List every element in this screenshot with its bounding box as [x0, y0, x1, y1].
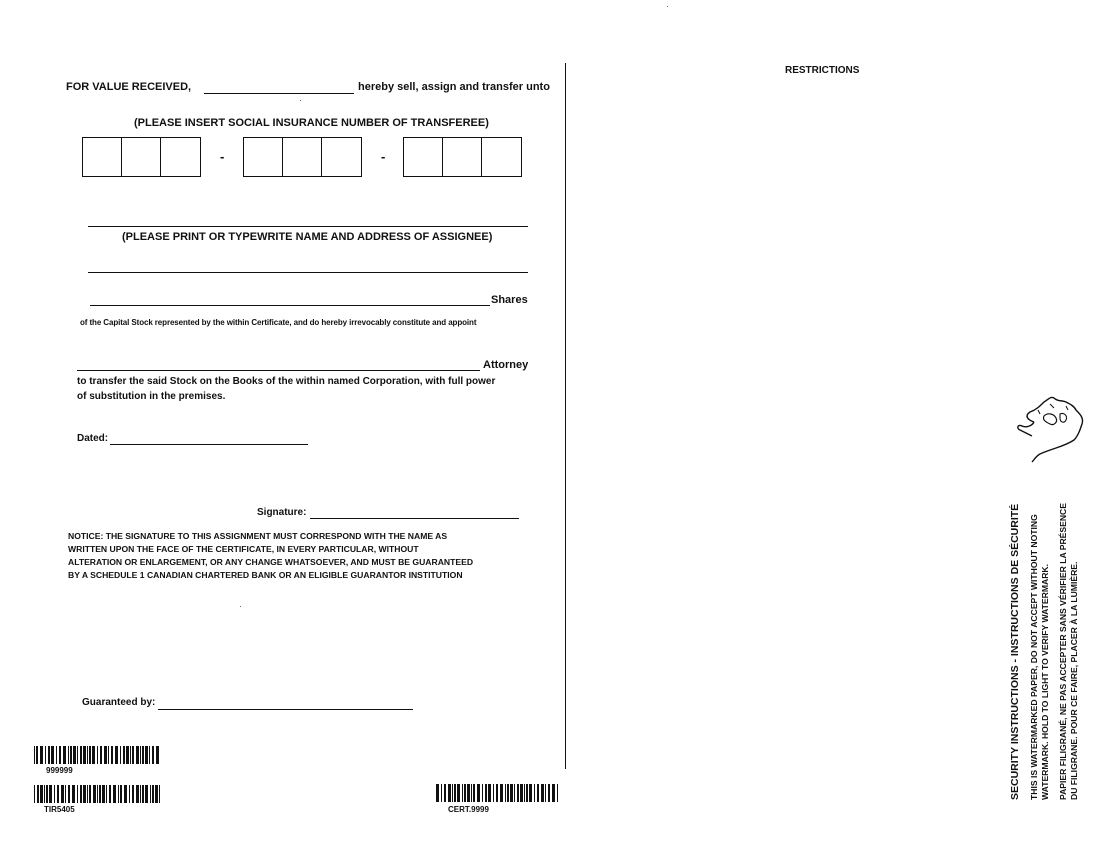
notice-line: NOTICE: THE SIGNATURE TO THIS ASSIGNMENT MUST CORRESPOND WITH THE NAME AS [68, 531, 448, 541]
security-title: SECURITY INSTRUCTIONS - INSTRUCTIONS DE SÉCURITÉ [1009, 503, 1021, 800]
barcode-bar [83, 746, 86, 764]
barcode-tir5405-icon [34, 785, 160, 803]
barcode-bar [72, 785, 75, 803]
barcode-bar [488, 784, 491, 802]
sin-group-1[interactable] [82, 137, 201, 177]
sin-digit-box[interactable] [244, 138, 283, 176]
barcode-bar [505, 784, 506, 802]
barcode-bar [46, 785, 48, 803]
barcode-bar [77, 785, 78, 803]
barcode-bar [93, 785, 96, 803]
barcode-bar [80, 785, 82, 803]
barcode-bar [120, 785, 122, 803]
guaranteed-by-label: Guaranteed by: [82, 697, 156, 708]
barcode-bar [136, 746, 139, 764]
barcode-bar [482, 784, 483, 802]
barcode-bar [145, 785, 148, 803]
barcode-bar [140, 785, 141, 803]
barcode-bar [534, 784, 535, 802]
barcode-bar [61, 785, 64, 803]
barcode-999999-icon [34, 746, 160, 764]
barcode-bar [80, 746, 82, 764]
barcode-bar [485, 784, 487, 802]
barcode-bar [123, 746, 125, 764]
barcode-bar [115, 746, 118, 764]
barcode-bar [48, 746, 50, 764]
sin-group-2[interactable] [243, 137, 362, 177]
barcode-bar [130, 746, 131, 764]
barcode-bar [541, 784, 544, 802]
barcode-bar [34, 746, 35, 764]
barcode-bar [496, 784, 498, 802]
barcode-bar [150, 785, 151, 803]
barcode-bar [87, 746, 88, 764]
for-value-received-label: FOR VALUE RECEIVED, [66, 81, 192, 93]
barcode-bar [441, 784, 442, 802]
barcode-bar [54, 785, 55, 803]
sin-digit-box[interactable] [443, 138, 482, 176]
barcode-bar [149, 746, 150, 764]
barcode-bar [124, 785, 127, 803]
barcode-bar [537, 784, 539, 802]
barcode-bar [36, 746, 38, 764]
barcode-bar [73, 746, 76, 764]
guaranteed-by-line[interactable] [158, 709, 413, 710]
notice-line: WRITTEN UPON THE FACE OF THE CERTIFICATE, IN EVERY PARTICULAR, WITHOUT [68, 544, 419, 554]
barcode-bar [97, 785, 98, 803]
barcode-bar [65, 785, 66, 803]
barcode-bar [49, 785, 52, 803]
barcode-bar [156, 746, 159, 764]
barcode-bar [77, 746, 78, 764]
barcode-bar [457, 784, 460, 802]
security-french-2: DU FILIGRANE. POUR CE FAIRE, PLACER À LA LUMIÈRE. [1069, 561, 1079, 800]
assignee-address-line[interactable] [88, 272, 528, 273]
sin-dash: - [381, 149, 386, 164]
barcode-code-3: CERT.9999 [448, 805, 489, 814]
sin-instruction: (PLEASE INSERT SOCIAL INSURANCE NUMBER OF TRANSFEREE) [134, 117, 489, 129]
barcode-bar [136, 785, 139, 803]
barcode-bar [40, 746, 43, 764]
barcode-bar [552, 784, 555, 802]
shares-label: Shares [491, 294, 528, 306]
barcode-bar [464, 784, 466, 802]
barcode-bar [89, 746, 91, 764]
barcode-bar [142, 746, 144, 764]
sin-digit-box[interactable] [122, 138, 161, 176]
barcode-bar [109, 785, 111, 803]
barcode-bar [63, 746, 66, 764]
hereby-transfer-label: hereby sell, assign and transfer unto [358, 81, 550, 93]
assignee-name-line[interactable] [88, 226, 528, 227]
barcode-bar [45, 746, 46, 764]
barcode-bar [545, 784, 546, 802]
attorney-label: Attorney [483, 359, 529, 371]
barcode-bar [436, 784, 439, 802]
transfer-text-1: to transfer the said Stock on the Books of the within named Corporation, with full power [77, 376, 496, 387]
barcode-bar [68, 785, 70, 803]
barcode-bar [444, 784, 446, 802]
barcode-bar [152, 785, 154, 803]
sin-digit-box[interactable] [283, 138, 322, 176]
notice-block [68, 530, 473, 582]
barcode-bar [37, 785, 39, 803]
security-french-1: PAPIER FILIGRANÉ, NE PAS ACCEPTER SANS VÉRIFIER LA PRÉSENCE [1058, 503, 1068, 800]
barcode-bar [126, 746, 129, 764]
name-instruction: (PLEASE PRINT OR TYPEWRITE NAME AND ADDRESS OF ASSIGNEE) [122, 231, 493, 243]
barcode-bar [452, 784, 453, 802]
barcode-bar [40, 785, 43, 803]
barcode-bar [111, 746, 113, 764]
notice-line: ALTERATION OR ENLARGEMENT, OR ANY CHANGE WHATSOEVER, AND MUST BE GUARANTEED [68, 557, 474, 567]
barcode-bar [152, 746, 154, 764]
barcode-bar [493, 784, 494, 802]
barcode-bar [68, 746, 69, 764]
sin-digit-box[interactable] [161, 138, 200, 176]
sin-group-3[interactable] [403, 137, 522, 177]
barcode-bar [108, 746, 109, 764]
barcode-bar [100, 746, 102, 764]
barcode-bar [524, 784, 525, 802]
barcode-bar [102, 785, 105, 803]
barcode-bar [140, 746, 141, 764]
sin-digit-box[interactable] [482, 138, 521, 176]
barcode-bar [155, 785, 158, 803]
barcode-bar [477, 784, 480, 802]
barcode-bar [51, 746, 54, 764]
notice-line: BY A SCHEDULE 1 CANADIAN CHARTERED BANK OR AN ELIGIBLE GUARANTOR INSTITUTION [68, 570, 463, 580]
barcode-bar [113, 785, 116, 803]
barcode-bar [89, 785, 91, 803]
barcode-bar [44, 785, 45, 803]
attorney-line[interactable] [77, 370, 480, 371]
sin-digit-box[interactable] [322, 138, 361, 176]
sin-dash: - [220, 149, 225, 164]
canada-map-icon [1010, 392, 1088, 466]
barcode-bar [87, 785, 88, 803]
security-instructions [1010, 480, 1090, 800]
barcode-bar [70, 746, 72, 764]
barcode-bar [520, 784, 523, 802]
barcode-bar [106, 785, 107, 803]
speck [240, 606, 241, 607]
barcode-code-1: 999999 [46, 766, 73, 775]
barcode-bar [500, 784, 503, 802]
signature-label: Signature: [257, 507, 307, 518]
barcode-bar [454, 784, 456, 802]
shares-line[interactable] [90, 305, 490, 306]
barcode-cert-icon [436, 784, 560, 802]
barcode-bar [57, 785, 59, 803]
barcode-bar [120, 746, 121, 764]
barcode-bar [557, 784, 558, 802]
barcode-bar [83, 785, 86, 803]
barcode-bar [517, 784, 519, 802]
security-english-1: THIS IS WATERMARKED PAPER, DO NOT ACCEPT WITHOUT NOTING [1029, 514, 1039, 800]
speck [667, 6, 668, 7]
barcode-bar [159, 785, 160, 803]
dated-label: Dated: [77, 433, 109, 444]
barcode-bar [132, 746, 134, 764]
speck [300, 100, 301, 101]
barcode-bar [132, 785, 134, 803]
barcode-bar [548, 784, 550, 802]
page-divider [565, 63, 566, 769]
barcode-bar [510, 784, 513, 802]
dated-line[interactable] [110, 444, 308, 445]
barcode-bar [99, 785, 101, 803]
barcode-code-2: TIR5405 [44, 805, 75, 814]
barcode-bar [34, 785, 35, 803]
barcode-bar [56, 746, 57, 764]
barcode-bar [104, 746, 107, 764]
barcode-bar [145, 746, 148, 764]
barcode-bar [526, 784, 528, 802]
barcode-bar [118, 785, 119, 803]
barcode-bar [462, 784, 463, 802]
barcode-bar [92, 746, 95, 764]
barcode-bar [471, 784, 472, 802]
transferor-name-line[interactable] [204, 93, 354, 94]
barcode-bar [514, 784, 515, 802]
barcode-bar [142, 785, 144, 803]
barcode-bar [448, 784, 451, 802]
barcode-bar [529, 784, 532, 802]
capital-stock-text: of the Capital Stock represented by the within Certificate, and do hereby irrevocably constitute and appoint [80, 318, 477, 327]
signature-line[interactable] [310, 518, 519, 519]
sin-digit-box[interactable] [404, 138, 443, 176]
security-english-2: WATERMARK. HOLD TO LIGHT TO VERIFY WATERMARK. [1040, 563, 1050, 800]
barcode-bar [129, 785, 130, 803]
barcode-bar [467, 784, 470, 802]
sin-digit-box[interactable] [83, 138, 122, 176]
barcode-bar [59, 746, 61, 764]
transfer-text-2: of substitution in the premises. [77, 391, 226, 402]
barcode-bar [507, 784, 509, 802]
barcode-bar [97, 746, 98, 764]
barcode-bar [473, 784, 475, 802]
restrictions-title: RESTRICTIONS [785, 65, 860, 76]
